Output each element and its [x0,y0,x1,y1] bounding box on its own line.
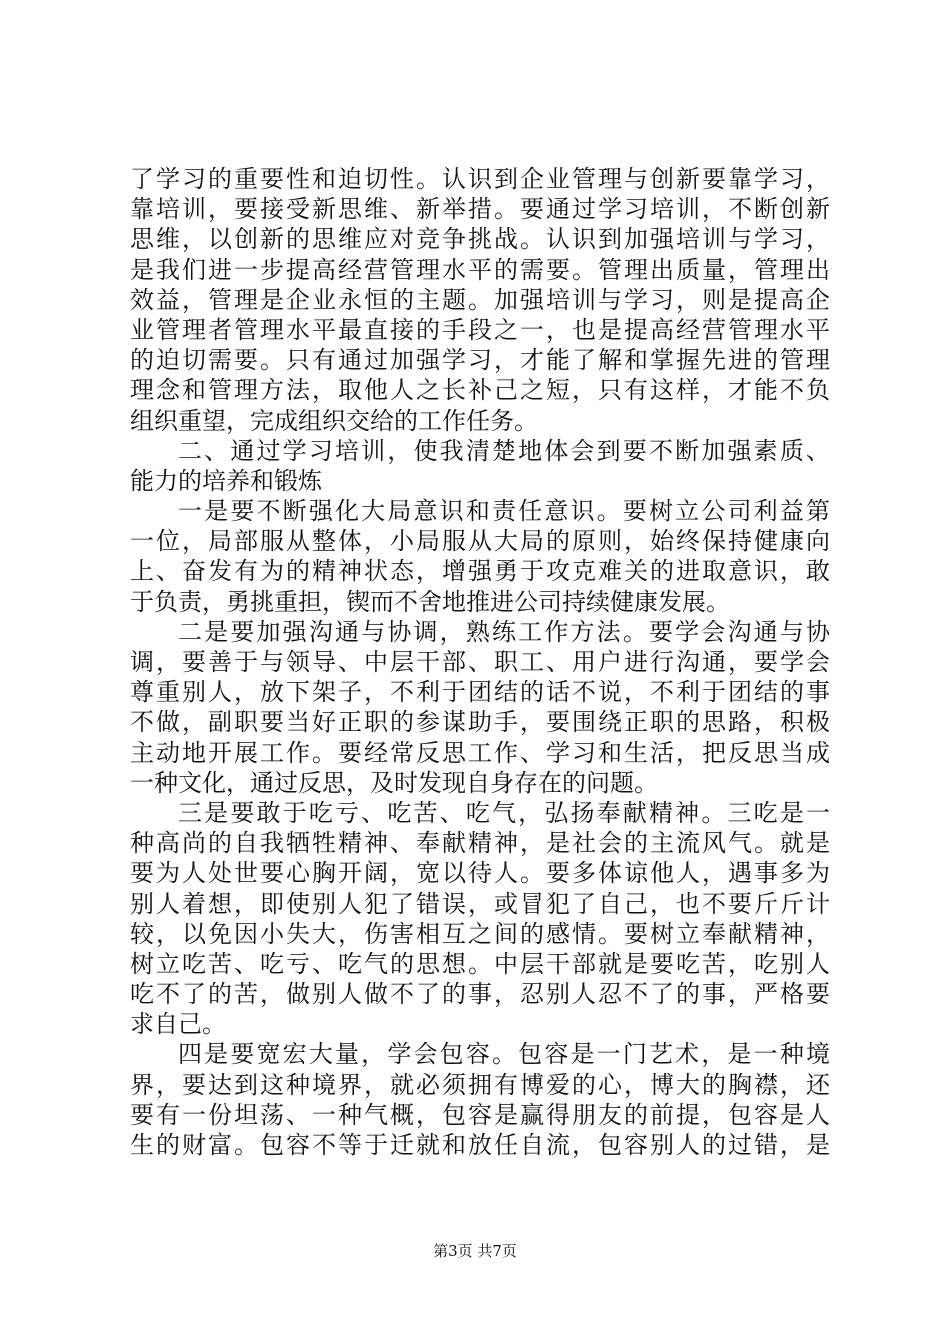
text-line: 主动地开展工作。要经常反思工作、学习和生活，把反思当成 [130,738,830,767]
text-line: 别人着想，即使别人犯了错误，或冒犯了自己，也不要斤斤计 [130,889,830,918]
text-line: 树立吃苦、吃亏、吃气的思想。中层干部就是要吃苦，吃别人 [130,949,830,978]
text-line: 生的财富。包容不等于迁就和放任自流，包容别人的过错，是 [130,1131,830,1159]
text-line: 是我们进一步提高经营管理水平的需要。管理出质量，管理出 [130,255,830,284]
section-heading-line: 二、通过学习培训，使我清楚地体会到要不断加强素质、 [178,436,830,465]
section-heading-line: 能力的培养和锻炼 [130,466,322,495]
text-line: 效益，管理是企业永恒的主题。加强培训与学习，则是提高企 [130,285,830,314]
text-line: 三是要敢于吃亏、吃苦、吃气，弘扬奉献精神。三吃是一 [178,798,830,827]
text-line: 种高尚的自我牺牲精神、奉献精神，是社会的主流风气。就是 [130,829,830,858]
text-line: 要有一份坦荡、一种气概，包容是赢得朋友的前提，包容是人 [130,1100,830,1129]
text-line: 于负责，勇挑重担，锲而不舍地推进公司持续健康发展。 [130,587,730,616]
text-line: 的迫切需要。只有通过加强学习，才能了解和掌握先进的管理 [130,346,830,375]
text-line: 业管理者管理水平最直接的手段之一，也是提高经营管理水平 [130,315,830,344]
text-line: 四是要宽宏大量，学会包容。包容是一门艺术，是一种境 [178,1040,830,1069]
text-line: 吃不了的苦，做别人做不了的事，忍别人忍不了的事，严格要 [130,980,830,1009]
text-line: 理念和管理方法，取他人之长补己之短，只有这样，才能不负 [130,376,830,405]
text-line: 上、奋发有为的精神状态，增强勇于攻克难关的进取意识，敢 [130,557,830,586]
text-line: 二是要加强沟通与协调，熟练工作方法。要学会沟通与协 [178,617,830,646]
text-line: 了学习的重要性和迫切性。认识到企业管理与创新要靠学习， [130,165,830,193]
document-body [130,164,830,1160]
text-line: 界，要达到这种境界，就必须拥有博爱的心，博大的胸襟，还 [130,1070,830,1099]
text-line: 求自己。 [130,1010,226,1039]
text-line: 较，以免因小失大，伤害相互之间的感情。要树立奉献精神， [130,919,830,948]
text-line: 调，要善于与领导、中层干部、职工、用户进行沟通，要学会 [130,648,830,676]
text-line: 不做，副职要当好正职的参谋助手，要围绕正职的思路，积极 [130,708,830,737]
text-line: 思维，以创新的思维应对竞争挑战。认识到加强培训与学习， [130,225,830,254]
text-line: 一位，局部服从整体，小局服从大局的原则，始终保持健康向 [130,527,830,556]
text-line: 组织重望，完成组织交给的工作任务。 [130,406,538,435]
page-number-footer: 第3页 共7页 [433,1242,517,1260]
text-line: 一是要不断强化大局意识和责任意识。要树立公司利益第 [178,497,830,526]
text-line: 尊重别人，放下架子，不利于团结的话不说，不利于团结的事 [130,678,830,707]
text-line: 要为人处世要心胸开阔，宽以待人。要多体谅他人，遇事多为 [130,859,830,888]
text-line: 靠培训，要接受新思维、新举措。要通过学习培训，不断创新 [130,195,830,224]
text-line: 一种文化，通过反思，及时发现自身存在的问题。 [130,768,658,797]
